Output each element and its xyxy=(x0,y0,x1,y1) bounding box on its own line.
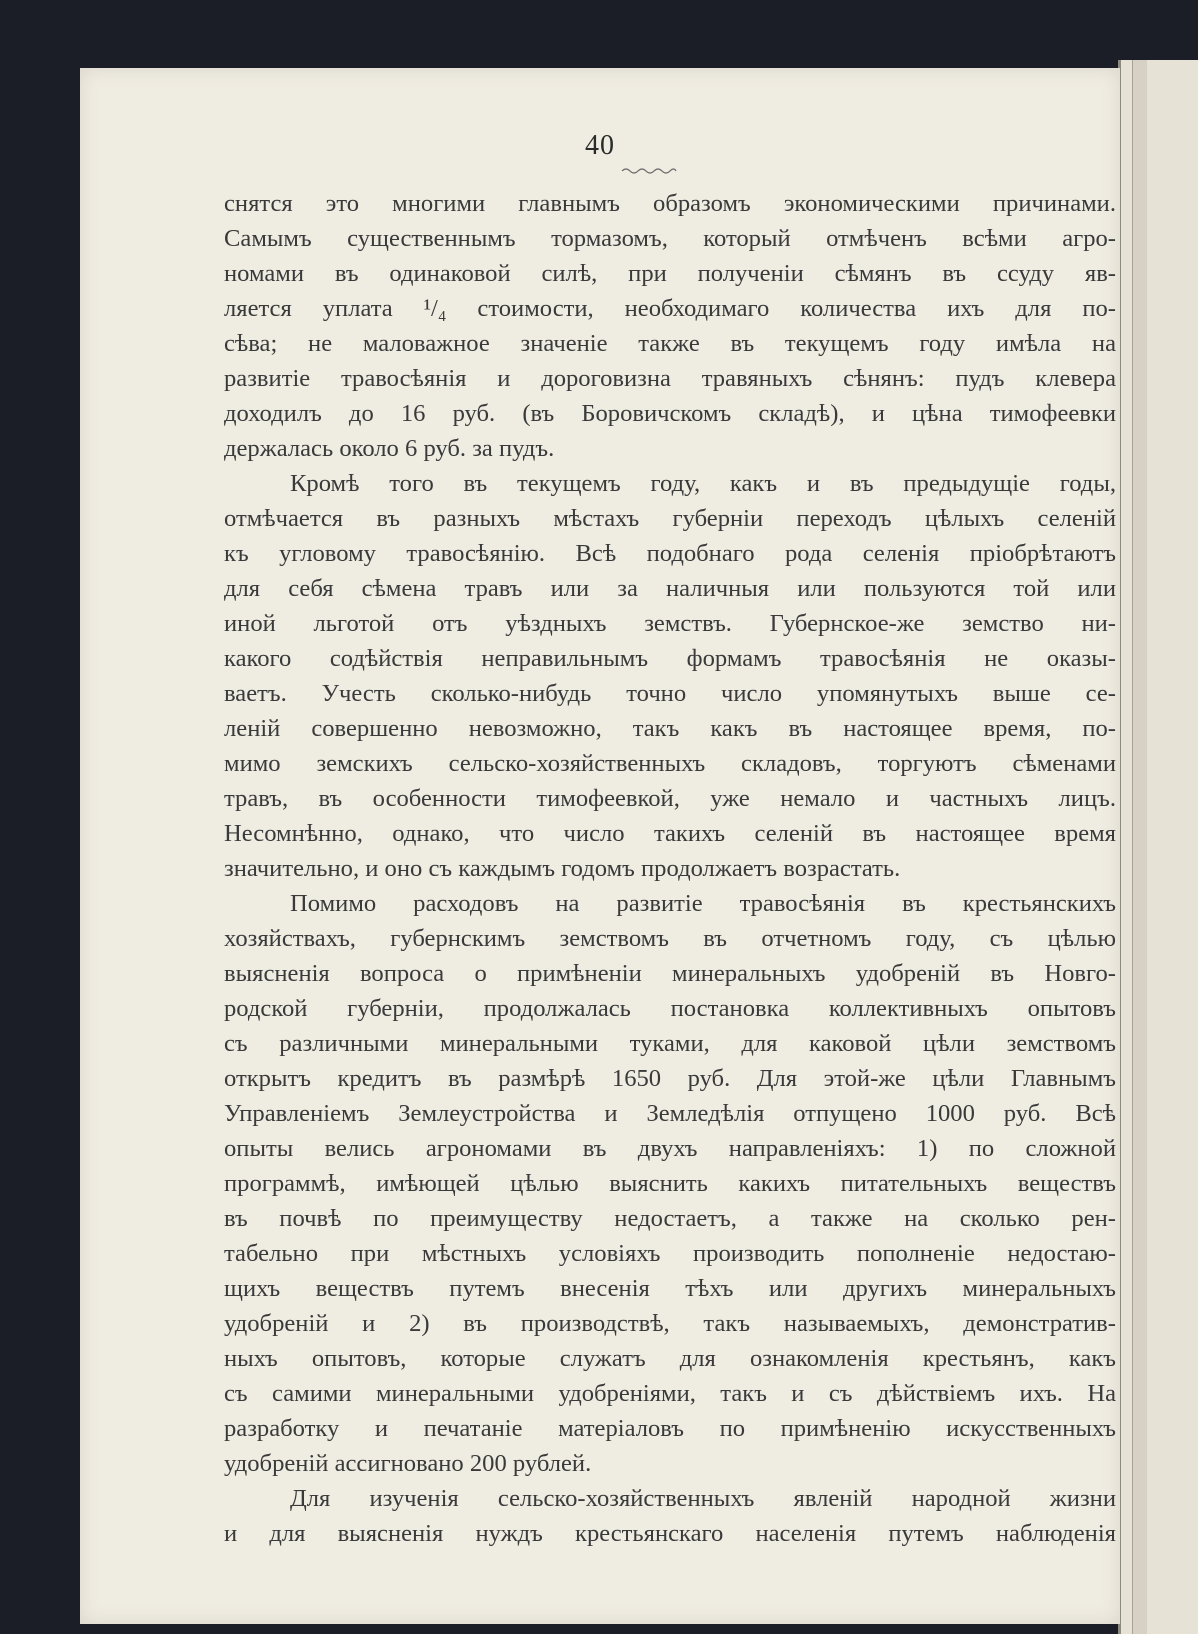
text-line: Кромѣ того въ текущемъ году, какъ и въ предыдущіе годы, xyxy=(290,470,1116,497)
text-line: удобреній и 2) въ производствѣ, такъ называемыхъ, демонстратив- xyxy=(224,1310,1116,1337)
text-line: родской губерніи, продолжалась постановка коллективныхъ опытовъ xyxy=(224,995,1116,1022)
text-line: держалась около 6 руб. за пудъ. xyxy=(224,435,555,462)
text-line: къ угловому травосѣянію. Всѣ подобнаго рода селенія пріобрѣтаютъ xyxy=(224,540,1116,567)
text-line: программѣ, имѣющей цѣлью выяснить какихъ питательныхъ веществъ xyxy=(224,1170,1116,1197)
text-line: ваетъ. Учесть сколько-нибудь точно число упомянутыхъ выше се- xyxy=(224,680,1116,707)
text-line: Управленіемъ Землеустройства и Земледѣлія отпущено 1000 руб. Всѣ xyxy=(224,1100,1116,1127)
text-line: щихъ веществъ путемъ внесенія тѣхъ или другихъ минеральныхъ xyxy=(224,1275,1116,1302)
text-line: удобреній ассигновано 200 рублей. xyxy=(224,1450,592,1477)
text-line: номами въ одинаковой силѣ, при полученіи сѣмянъ въ ссуду яв- xyxy=(224,260,1116,287)
text-line: отмѣчается въ разныхъ мѣстахъ губерніи переходъ цѣлыхъ селеній xyxy=(224,505,1116,532)
text-line: разработку и печатаніе матеріаловъ по примѣненію искусственныхъ xyxy=(224,1415,1116,1442)
text-line: выясненія вопроса о примѣненіи минеральныхъ удобреній въ Новго- xyxy=(224,960,1116,987)
page-number: 40 xyxy=(585,130,615,161)
text-line: сѣва; не маловажное значеніе также въ текущемъ году имѣла на xyxy=(224,330,1116,357)
text-line: Помимо расходовъ на развитіе травосѣянія въ крестьянскихъ xyxy=(290,890,1116,917)
text-line: развитіе травосѣянія и дороговизна травяныхъ сѣнянъ: пудъ клевера xyxy=(224,365,1116,392)
text-line: травъ, въ особенности тимофеевкой, уже немало и частныхъ лицъ. xyxy=(224,785,1116,812)
text-line: снятся это многими главнымъ образомъ экономическими причинами. xyxy=(224,190,1116,217)
text-line: табельно при мѣстныхъ условіяхъ производить пополненіе недостаю- xyxy=(224,1240,1116,1267)
text-line: мимо земскихъ сельско-хозяйственныхъ складовъ, торгуютъ сѣменами xyxy=(224,750,1116,777)
text-line: леній совершенно невозможно, такъ какъ въ настоящее время, по- xyxy=(224,715,1116,742)
text-line: какого содѣйствія неправильнымъ формамъ травосѣянія не оказы- xyxy=(224,645,1116,672)
text-line: доходилъ до 16 руб. (въ Боровичскомъ складѣ), и цѣна тимофеевки xyxy=(224,400,1116,427)
text-line: опыты велись агрономами въ двухъ направленіяхъ: 1) по сложной xyxy=(224,1135,1116,1162)
body-text xyxy=(224,186,1116,1551)
text-line: для себя сѣмена травъ или за наличныя или пользуются той или xyxy=(224,575,1116,602)
text-line: хозяйствахъ, губернскимъ земствомъ въ отчетномъ году, съ цѣлью xyxy=(224,925,1116,952)
text-line: съ самими минеральными удобреніями, такъ и съ дѣйствіемъ ихъ. На xyxy=(224,1380,1116,1407)
text-line: Для изученія сельско-хозяйственныхъ явленій народной жизни xyxy=(290,1485,1116,1512)
text-line: иной льготой отъ уѣздныхъ земствъ. Губернское-же земство ни- xyxy=(224,610,1116,637)
text-line: съ различными минеральными туками, для каковой цѣли земствомъ xyxy=(224,1030,1116,1057)
text-line: ляется уплата ¹/₄ стоимости, необходимаго количества ихъ для по- xyxy=(224,295,1116,322)
text-line: и для выясненія нуждъ крестьянскаго населенія путемъ наблюденія xyxy=(224,1520,1116,1547)
ornament-divider xyxy=(620,166,678,176)
page-edge xyxy=(1132,60,1147,1634)
adjacent-page xyxy=(1118,60,1198,1634)
text-line: открытъ кредитъ въ размѣрѣ 1650 руб. Для этой-же цѣли Главнымъ xyxy=(224,1065,1116,1092)
text-line: ныхъ опытовъ, которые служатъ для ознакомленія крестьянъ, какъ xyxy=(224,1345,1116,1372)
text-line: Несомнѣнно, однако, что число такихъ селеній въ настоящее время xyxy=(224,820,1116,847)
text-line: Самымъ существеннымъ тормазомъ, который отмѣченъ всѣми агро- xyxy=(224,225,1116,252)
document-page xyxy=(80,68,1120,1624)
text-line: значительно, и оно съ каждымъ годомъ продолжаетъ возрастать. xyxy=(224,855,901,882)
text-line: въ почвѣ по преимуществу недостаетъ, а также на сколько рен- xyxy=(224,1205,1116,1232)
